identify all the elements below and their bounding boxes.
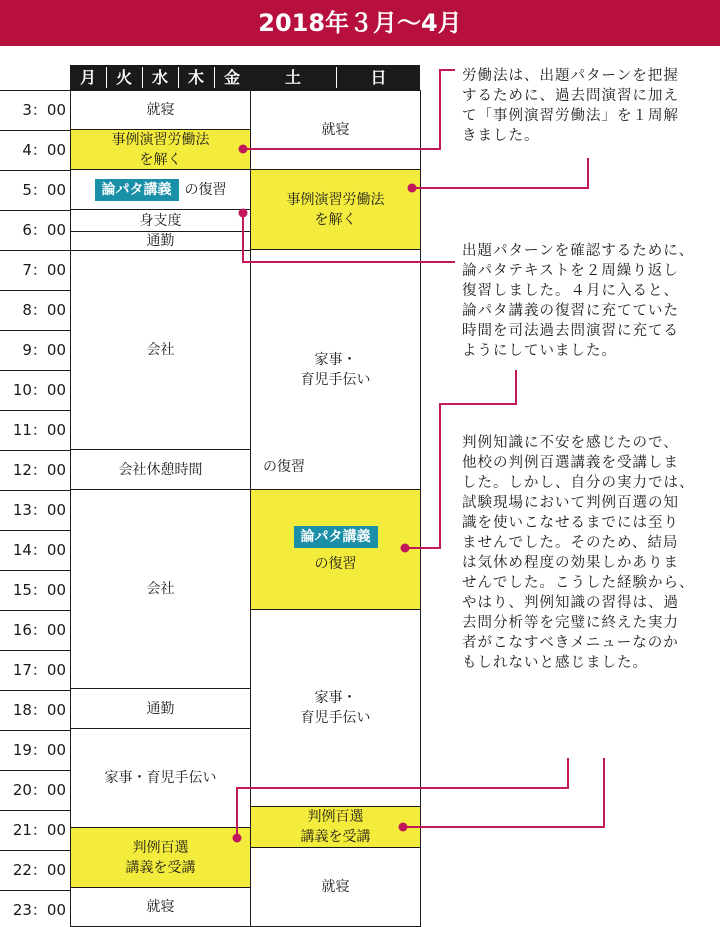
note-line: 他校の判例百選講義を受講しま: [462, 455, 679, 471]
weekday-lunch-break: 会社休憩時間: [70, 449, 251, 490]
time-label: 22：00: [12, 861, 66, 879]
note-line: は気休め程度の効果しかありま: [462, 555, 679, 571]
time-label: 16：00: [12, 621, 66, 639]
note-line: て「事例演習労働法」を１周解: [462, 108, 679, 124]
note-line: 出題パターンを確認するために、: [462, 243, 695, 259]
time-label: 4：00: [22, 141, 66, 159]
note-ronpata: [462, 241, 694, 361]
weekend-home-help-pm-line1: 家事・: [314, 690, 357, 706]
page-title: 2018年３月～4月: [0, 0, 720, 46]
weekend-labor-law-line2: を解く: [314, 211, 357, 228]
time-label: 11：00: [12, 421, 66, 439]
header-weekday: 火: [115, 68, 132, 87]
ronpata-lecture-tag: 論パタ講義: [95, 179, 179, 201]
note-line: するために、過去問演習に加え: [462, 88, 679, 104]
weekday-ronpata-review-text: の復習: [184, 181, 227, 198]
note-line: せんでした。こうした経験から、: [462, 575, 695, 591]
weekday-commute-am: 通勤: [70, 231, 251, 251]
weekday-work-am: 会社: [70, 250, 251, 450]
weekend-home-help-pm-line2: 育児手伝い: [300, 710, 371, 726]
weekend-hanrei-line2: 講義を受講: [300, 829, 371, 845]
note-line: 論パタテキストを２周繰り返し: [462, 263, 679, 279]
time-label: 3：00: [22, 101, 66, 119]
weekday-labor-law-line1: 事例演習労働法: [111, 131, 210, 148]
time-label: 14：00: [12, 541, 66, 559]
note-line: 去問分析等を完璧に終えた実力: [462, 615, 679, 631]
time-label: 21：00: [12, 821, 66, 839]
header-weekday: 月: [79, 68, 96, 87]
time-label: 6：00: [22, 221, 66, 239]
note-line: 者がこなすべきメニューなのか: [462, 635, 679, 651]
weekday-labor-law-line2: を解く: [139, 151, 182, 168]
note-line: 復習しました。４月に入ると、: [462, 283, 679, 299]
time-label: 9：00: [22, 341, 66, 359]
weekday-sleep-pm: 就寝: [70, 887, 251, 927]
note-line: 試験現場において判例百選の知: [462, 495, 679, 511]
weekday-sleep-am: 就寝: [70, 90, 251, 130]
time-label: 5：00: [22, 181, 66, 199]
header-sunday: 日: [370, 68, 387, 87]
note-line: 判例知識に不安を感じたので、: [462, 435, 679, 451]
time-label: 10：00: [12, 381, 66, 399]
weekday-home-help: 家事・育児手伝い: [70, 728, 251, 828]
time-label: 12：00: [12, 461, 66, 479]
header-weekday: 金: [223, 68, 240, 87]
weekday-hanrei-line1: 判例百選: [132, 839, 189, 856]
weekend-sleep-am: 就寝: [250, 90, 421, 170]
note-line: 論パタ講義の復習に充てていた: [462, 303, 679, 319]
note-line: 識を使いこなせるまでには至り: [462, 515, 679, 531]
time-label: 7：00: [22, 261, 66, 279]
weekday-prep: 身支度: [70, 209, 251, 232]
header-saturday: 土: [284, 68, 301, 87]
note-line: ようにしていました。: [462, 343, 617, 359]
time-label: 18：00: [12, 701, 66, 719]
weekend-labor-law-line1: 事例演習労働法: [286, 191, 385, 208]
note-labor-law: [462, 66, 679, 146]
weekend-ronpata-review: の復習: [314, 555, 357, 572]
note-hanrei: [462, 433, 695, 673]
note-line: ませんでした。そのため、結局: [462, 535, 679, 551]
time-label: 13：00: [12, 501, 66, 519]
weekend-home-help-am-line2: 育児手伝い: [300, 372, 371, 388]
time-label: 20：00: [12, 781, 66, 799]
weekend-hanrei-line1: 判例百選: [307, 809, 364, 825]
time-label: 15：00: [12, 581, 66, 599]
note-line: やはり、判例知識の習得は、過: [462, 595, 679, 611]
time-label: 19：00: [12, 741, 66, 759]
note-line: もしれないと感じました。: [462, 655, 648, 671]
header-weekday: 木: [187, 68, 204, 87]
note-line: 労働法は、出題パターンを把握: [462, 68, 679, 84]
note-line: きました。: [462, 128, 540, 144]
weekend-home-help-am-line1: 家事・: [314, 352, 357, 368]
weekend-sleep-pm: 就寝: [250, 847, 421, 927]
weekend-ronpata-tag: 論パタ講義: [294, 526, 378, 548]
time-label: 8：00: [22, 301, 66, 319]
weekday-work-pm: 会社: [70, 489, 251, 689]
note-line: 時間を司法過去問演習に充てる: [462, 323, 679, 339]
weekday-hanrei-line2: 講義を受講: [125, 859, 196, 876]
note-line: した。しかし、自分の実力では、: [462, 475, 695, 491]
weekday-commute-pm: 通勤: [70, 688, 251, 729]
time-label: 17：00: [12, 661, 66, 679]
weekend-review-text: の復習: [263, 459, 305, 475]
time-label: 23：00: [12, 901, 66, 919]
header-weekday: 水: [151, 68, 168, 87]
